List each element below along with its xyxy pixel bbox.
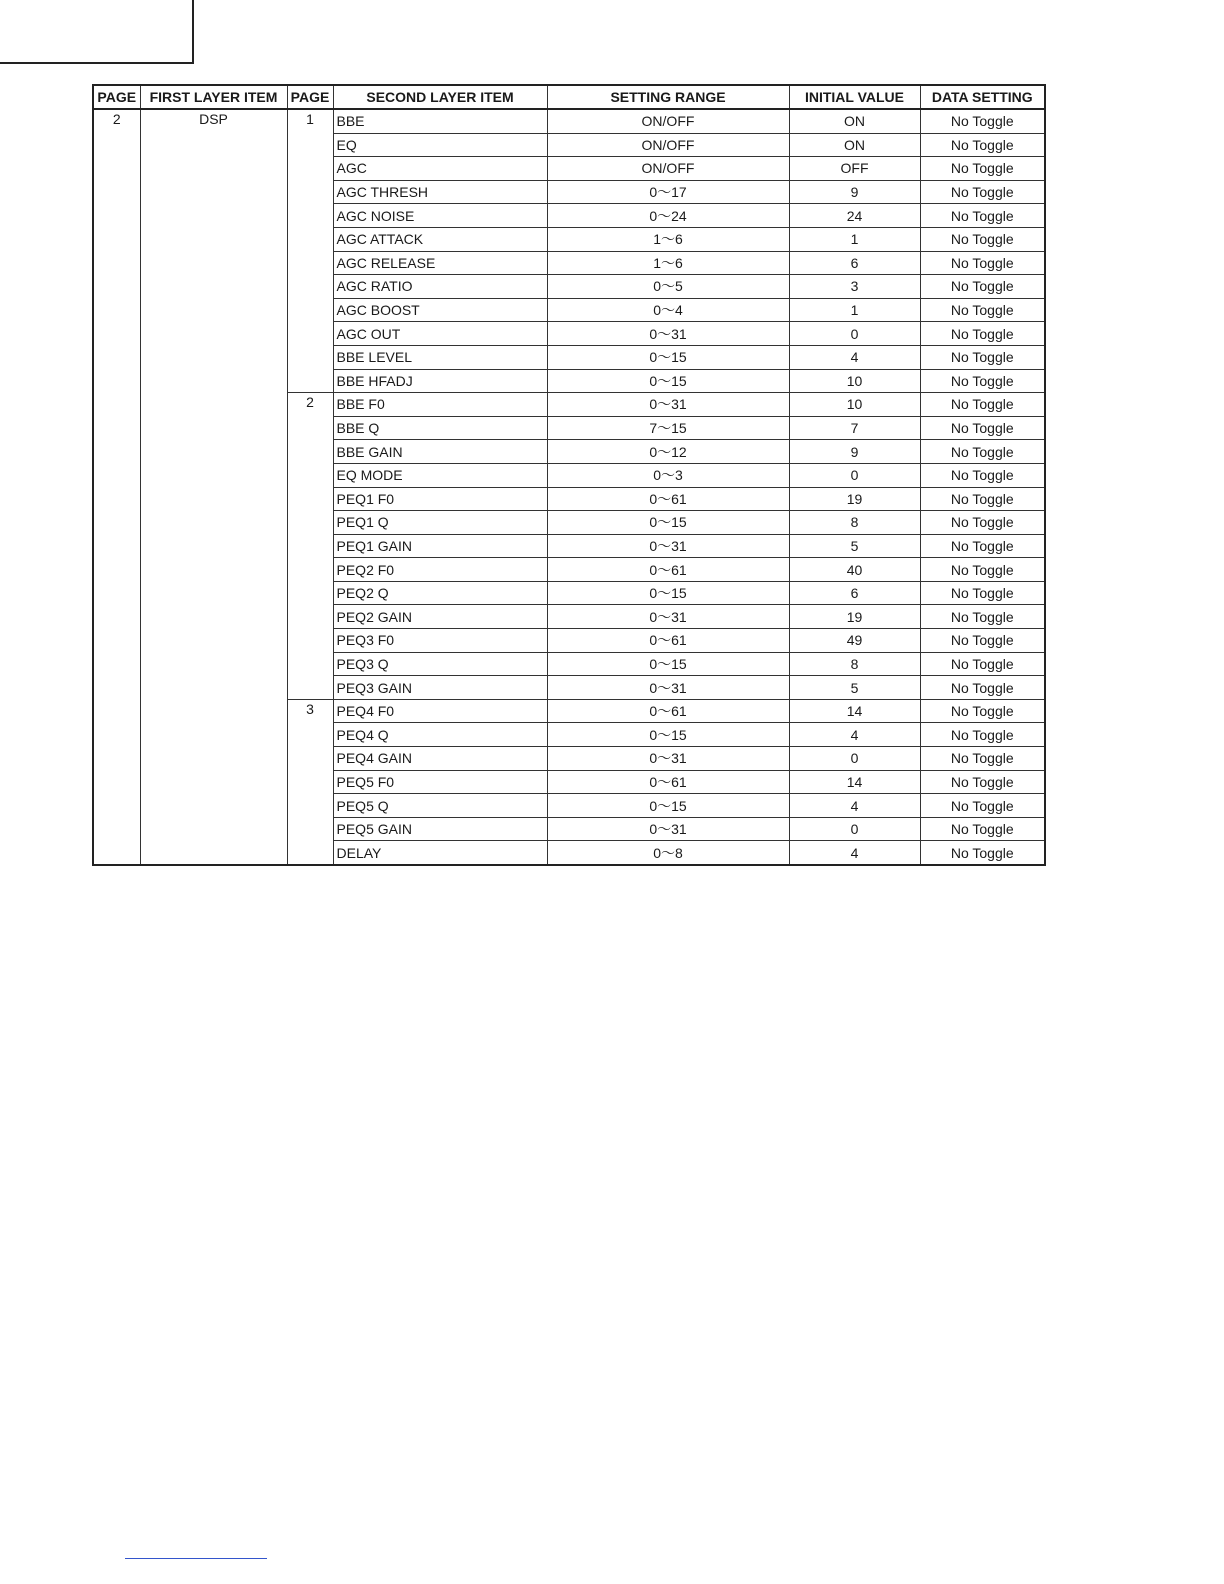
- setting-range-cell: 0～31: [547, 393, 789, 417]
- setting-range-cell: 0～31: [547, 676, 789, 700]
- second-layer-item-cell: PEQ5 GAIN: [333, 817, 547, 841]
- second-layer-item-cell: AGC BOOST: [333, 298, 547, 322]
- initial-value-cell: 0: [789, 463, 920, 487]
- initial-value-cell: 6: [789, 581, 920, 605]
- second-layer-item-cell: DELAY: [333, 841, 547, 865]
- initial-value-cell: 9: [789, 440, 920, 464]
- initial-value-cell: 9: [789, 180, 920, 204]
- setting-range-cell: 0～31: [547, 605, 789, 629]
- data-setting-cell: No Toggle: [920, 676, 1045, 700]
- setting-range-cell: 0～15: [547, 511, 789, 535]
- initial-value-cell: 10: [789, 393, 920, 417]
- data-setting-cell: No Toggle: [920, 463, 1045, 487]
- header-row: [93, 85, 1045, 109]
- second-page-cell: 2: [287, 393, 333, 700]
- setting-range-cell: 0～15: [547, 794, 789, 818]
- second-page-cell: 3: [287, 699, 333, 865]
- data-setting-cell: No Toggle: [920, 133, 1045, 157]
- initial-value-cell: OFF: [789, 157, 920, 181]
- initial-value-cell: 4: [789, 794, 920, 818]
- initial-value-cell: 5: [789, 676, 920, 700]
- setting-range-cell: 0～15: [547, 369, 789, 393]
- setting-range-cell: ON/OFF: [547, 109, 789, 133]
- initial-value-cell: 3: [789, 275, 920, 299]
- initial-value-cell: 0: [789, 817, 920, 841]
- initial-value-cell: 0: [789, 322, 920, 346]
- data-setting-cell: No Toggle: [920, 393, 1045, 417]
- second-layer-item-cell: PEQ4 GAIN: [333, 747, 547, 771]
- data-setting-cell: No Toggle: [920, 770, 1045, 794]
- table-body: [93, 109, 1045, 865]
- data-setting-cell: No Toggle: [920, 581, 1045, 605]
- initial-value-cell: 8: [789, 652, 920, 676]
- second-layer-item-cell: PEQ1 Q: [333, 511, 547, 535]
- second-layer-item-cell: AGC: [333, 157, 547, 181]
- second-layer-item-cell: BBE: [333, 109, 547, 133]
- setting-range-cell: 0～31: [547, 534, 789, 558]
- corner-frame: [0, 0, 194, 64]
- initial-value-cell: 6: [789, 251, 920, 275]
- table-header: [93, 85, 1045, 109]
- data-setting-cell: No Toggle: [920, 534, 1045, 558]
- second-layer-item-cell: AGC RELEASE: [333, 251, 547, 275]
- header-initial-value: INITIAL VALUE: [789, 85, 920, 109]
- second-layer-item-cell: BBE Q: [333, 416, 547, 440]
- data-setting-cell: No Toggle: [920, 180, 1045, 204]
- setting-range-cell: 0～15: [547, 723, 789, 747]
- data-setting-cell: No Toggle: [920, 369, 1045, 393]
- data-setting-cell: No Toggle: [920, 204, 1045, 228]
- data-setting-cell: No Toggle: [920, 227, 1045, 251]
- initial-value-cell: ON: [789, 133, 920, 157]
- setting-range-cell: 0～31: [547, 817, 789, 841]
- first-page-cell: 2: [93, 109, 140, 865]
- first-layer-item-cell: DSP: [140, 109, 287, 865]
- second-layer-item-cell: AGC ATTACK: [333, 227, 547, 251]
- setting-range-cell: ON/OFF: [547, 133, 789, 157]
- setting-range-cell: 0～31: [547, 747, 789, 771]
- setting-range-cell: 0～15: [547, 345, 789, 369]
- footer-rule: [125, 1558, 267, 1559]
- data-setting-cell: No Toggle: [920, 275, 1045, 299]
- data-setting-cell: No Toggle: [920, 487, 1045, 511]
- setting-range-cell: 0～61: [547, 558, 789, 582]
- second-layer-item-cell: PEQ4 F0: [333, 699, 547, 723]
- data-setting-cell: No Toggle: [920, 629, 1045, 653]
- initial-value-cell: 49: [789, 629, 920, 653]
- initial-value-cell: 1: [789, 298, 920, 322]
- setting-range-cell: 0～4: [547, 298, 789, 322]
- data-setting-cell: No Toggle: [920, 322, 1045, 346]
- setting-range-cell: 0～15: [547, 581, 789, 605]
- setting-range-cell: 0～15: [547, 652, 789, 676]
- second-layer-item-cell: PEQ4 Q: [333, 723, 547, 747]
- data-setting-cell: No Toggle: [920, 699, 1045, 723]
- data-setting-cell: No Toggle: [920, 157, 1045, 181]
- second-layer-item-cell: PEQ2 F0: [333, 558, 547, 582]
- data-setting-cell: No Toggle: [920, 723, 1045, 747]
- data-setting-cell: No Toggle: [920, 298, 1045, 322]
- setting-range-cell: 0～61: [547, 699, 789, 723]
- initial-value-cell: 0: [789, 747, 920, 771]
- setting-range-cell: 7～15: [547, 416, 789, 440]
- initial-value-cell: 40: [789, 558, 920, 582]
- initial-value-cell: 4: [789, 345, 920, 369]
- initial-value-cell: 14: [789, 699, 920, 723]
- data-setting-cell: No Toggle: [920, 511, 1045, 535]
- second-layer-item-cell: AGC RATIO: [333, 275, 547, 299]
- second-layer-item-cell: AGC OUT: [333, 322, 547, 346]
- data-setting-cell: No Toggle: [920, 345, 1045, 369]
- setting-range-cell: 0～24: [547, 204, 789, 228]
- second-layer-item-cell: PEQ3 Q: [333, 652, 547, 676]
- data-setting-cell: No Toggle: [920, 558, 1045, 582]
- initial-value-cell: 14: [789, 770, 920, 794]
- second-layer-item-cell: EQ: [333, 133, 547, 157]
- initial-value-cell: 19: [789, 605, 920, 629]
- second-layer-item-cell: PEQ1 F0: [333, 487, 547, 511]
- header-setting-range: SETTING RANGE: [547, 85, 789, 109]
- table-row: [93, 109, 1045, 133]
- setting-range-cell: 1～6: [547, 251, 789, 275]
- second-layer-item-cell: BBE HFADJ: [333, 369, 547, 393]
- header-second-layer-item: SECOND LAYER ITEM: [333, 85, 547, 109]
- data-setting-cell: No Toggle: [920, 109, 1045, 133]
- data-setting-cell: No Toggle: [920, 841, 1045, 865]
- setting-range-cell: 0～61: [547, 629, 789, 653]
- initial-value-cell: 7: [789, 416, 920, 440]
- initial-value-cell: 10: [789, 369, 920, 393]
- settings-table: [92, 84, 1046, 866]
- setting-range-cell: 0～3: [547, 463, 789, 487]
- initial-value-cell: 19: [789, 487, 920, 511]
- data-setting-cell: No Toggle: [920, 652, 1045, 676]
- second-layer-item-cell: PEQ3 F0: [333, 629, 547, 653]
- data-setting-cell: No Toggle: [920, 747, 1045, 771]
- second-layer-item-cell: BBE GAIN: [333, 440, 547, 464]
- header-page-2: PAGE: [287, 85, 333, 109]
- setting-range-cell: 0～17: [547, 180, 789, 204]
- setting-range-cell: 0～61: [547, 487, 789, 511]
- second-layer-item-cell: PEQ1 GAIN: [333, 534, 547, 558]
- second-layer-item-cell: PEQ3 GAIN: [333, 676, 547, 700]
- second-layer-item-cell: BBE LEVEL: [333, 345, 547, 369]
- initial-value-cell: 1: [789, 227, 920, 251]
- initial-value-cell: 4: [789, 723, 920, 747]
- setting-range-cell: 0～61: [547, 770, 789, 794]
- setting-range-cell: 0～31: [547, 322, 789, 346]
- second-layer-item-cell: PEQ5 Q: [333, 794, 547, 818]
- data-setting-cell: No Toggle: [920, 440, 1045, 464]
- header-data-setting: DATA SETTING: [920, 85, 1045, 109]
- initial-value-cell: 8: [789, 511, 920, 535]
- second-layer-item-cell: PEQ5 F0: [333, 770, 547, 794]
- setting-range-cell: 0～5: [547, 275, 789, 299]
- data-setting-cell: No Toggle: [920, 251, 1045, 275]
- initial-value-cell: 5: [789, 534, 920, 558]
- second-layer-item-cell: PEQ2 GAIN: [333, 605, 547, 629]
- setting-range-cell: 1～6: [547, 227, 789, 251]
- second-layer-item-cell: PEQ2 Q: [333, 581, 547, 605]
- initial-value-cell: 4: [789, 841, 920, 865]
- second-layer-item-cell: EQ MODE: [333, 463, 547, 487]
- setting-range-cell: 0～12: [547, 440, 789, 464]
- header-first-layer-item: FIRST LAYER ITEM: [140, 85, 287, 109]
- data-setting-cell: No Toggle: [920, 817, 1045, 841]
- initial-value-cell: ON: [789, 109, 920, 133]
- setting-range-cell: 0～8: [547, 841, 789, 865]
- initial-value-cell: 24: [789, 204, 920, 228]
- data-setting-cell: No Toggle: [920, 605, 1045, 629]
- second-page-cell: 1: [287, 109, 333, 393]
- data-setting-cell: No Toggle: [920, 794, 1045, 818]
- second-layer-item-cell: AGC NOISE: [333, 204, 547, 228]
- second-layer-item-cell: AGC THRESH: [333, 180, 547, 204]
- data-setting-cell: No Toggle: [920, 416, 1045, 440]
- header-page: PAGE: [93, 85, 140, 109]
- second-layer-item-cell: BBE F0: [333, 393, 547, 417]
- setting-range-cell: ON/OFF: [547, 157, 789, 181]
